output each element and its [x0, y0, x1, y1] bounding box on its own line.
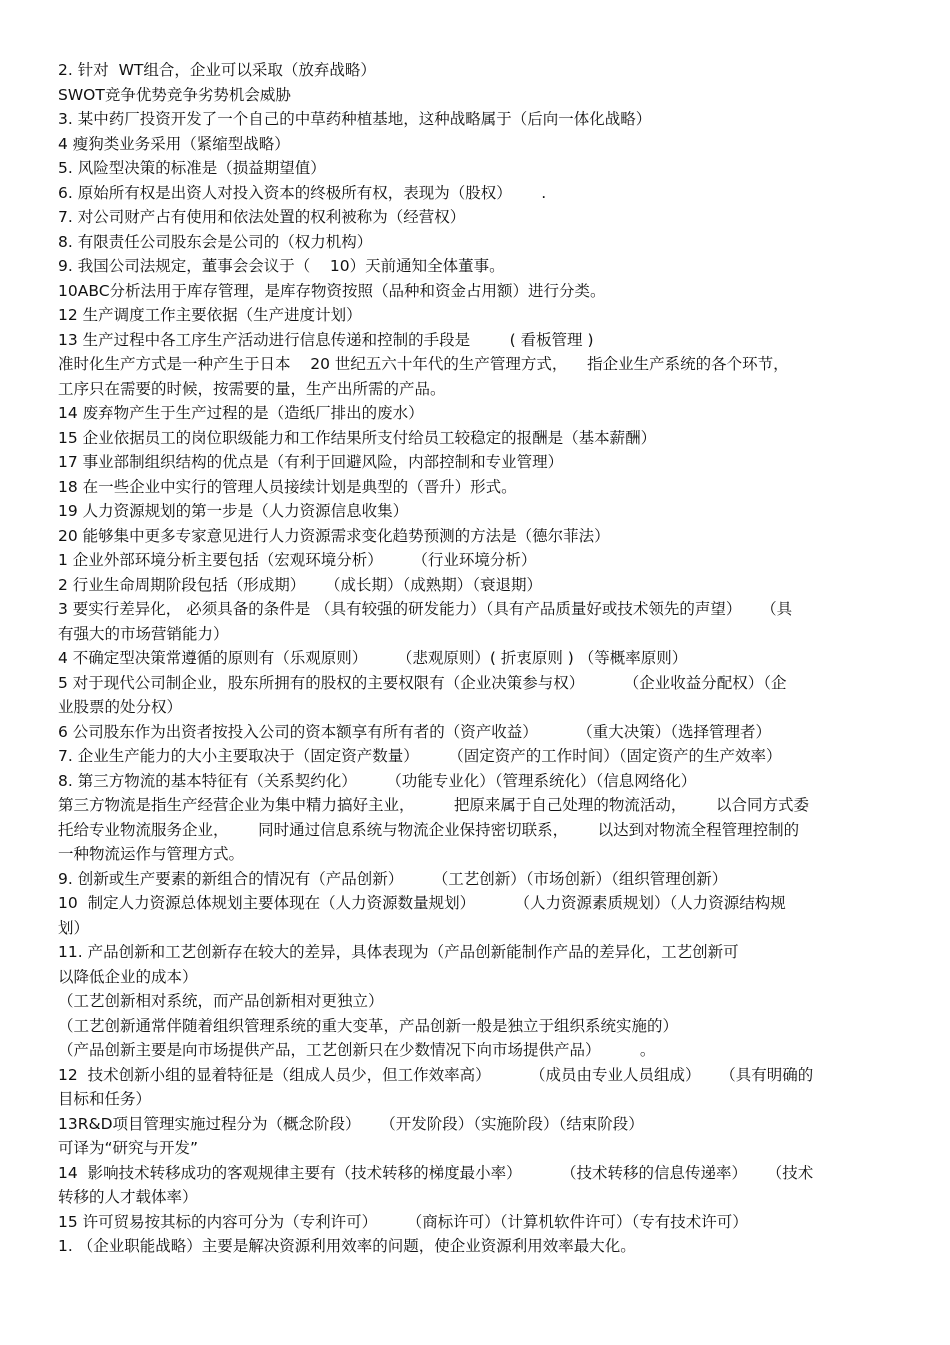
text-line: 8. 第三方物流的基本特征有（关系契约化） （功能专业化）（管理系统化）（信息网络化）: [58, 771, 697, 790]
text-line: 以降低企业的成本）: [58, 967, 198, 986]
text-line: 19 人力资源规划的第一步是（人力资源信息收集）: [58, 502, 409, 520]
text-line: （工艺创新通常伴随着组织管理系统的重大变革，产品创新一般是独立于组织系统实施的）: [58, 1016, 679, 1035]
text-line: 15 企业依据员工的岗位职级能力和工作结果所支付给员工较稳定的报酬是（基本薪酬）: [58, 428, 657, 447]
text-line: 一种物流运作与管理方式。: [58, 845, 245, 863]
text-line: 4 不确定型决策常遵循的原则有（乐观原则） （悲观原则）( 折衷原则 ) （等概率原则）: [58, 649, 688, 667]
text-line: 目标和任务）: [58, 1090, 152, 1108]
text-line: 3 要实行差异化， 必须具备的条件是 （具有较强的研发能力）（具有产品质量好或技术领先的声望） （具: [58, 600, 793, 618]
text-line: 20 能够集中更多专家意见进行人力资源需求变化趋势预测的方法是（德尔菲法）: [58, 526, 610, 545]
text-line: 4 瘦狗类业务采用（紧缩型战略）: [58, 134, 290, 153]
text-line: 18 在一些企业中实行的管理人员接续计划是典型的（晋升）形式。: [58, 477, 517, 496]
text-line: SWOT竞争优势竞争劣势机会威胁: [58, 85, 291, 104]
text-line: 托给专业物流服务企业， 同时通过信息系统与物流企业保持密切联系， 以达到对物流全程管理控制的: [58, 820, 800, 839]
text-line: 5 对于现代公司制企业，股东所拥有的股权的主要权限有（企业决策参与权） （企业收益分配权）（企: [58, 673, 787, 692]
text-line: 9. 创新或生产要素的新组合的情况有（产品创新） （工艺创新）（市场创新）（组织管理创新）: [58, 869, 728, 888]
document-body: [58, 58, 894, 1259]
text-line: 10ABC分析法用于库存管理，是库存物资按照（品种和资金占用额）进行分类。: [58, 281, 606, 300]
text-line: 7. 对公司财产占有使用和依法处置的权利被称为（经营权）: [58, 208, 466, 226]
text-line: 第三方物流是指生产经营企业为集中精力搞好主业， 把原来属于自己处理的物流活动， 以合同方式委: [58, 796, 809, 814]
text-line: 13R&D项目管理实施过程分为（概念阶段） （开发阶段）（实施阶段）（结束阶段）: [58, 1114, 644, 1133]
text-line: 有强大的市场营销能力）: [58, 624, 229, 643]
text-line: 10 制定人力资源总体规划主要体现在（人力资源数量规划） （人力资源素质规划）（人力资源结构规: [58, 894, 786, 912]
text-line: 8. 有限责任公司股东会是公司的（权力机构）: [58, 232, 373, 251]
text-line: 9. 我国公司法规定，董事会会议于（ 10）天前通知全体董事。: [58, 257, 505, 275]
text-line: 17 事业部制组织结构的优点是（有利于回避风险，内部控制和专业管理）: [58, 453, 564, 471]
text-line: 转移的人才载体率）: [58, 1188, 198, 1206]
text-line: 6. 原始所有权是出资人对投入资本的终极所有权，表现为（股权） .: [58, 183, 547, 202]
text-line: 7. 企业生产能力的大小主要取决于（固定资产数量） （固定资产的工作时间）（固定资产的生产效率）: [58, 747, 782, 765]
text-line: 2 行业生命周期阶段包括（形成期） （成长期）（成熟期）（衰退期）: [58, 575, 542, 594]
text-line: （工艺创新相对系统，而产品创新相对更独立）: [58, 992, 384, 1010]
text-line: 14 影响技术转移成功的客观规律主要有（技术转移的梯度最小率） （技术转移的信息传递率） （技术: [58, 1163, 814, 1182]
text-line: 准时化生产方式是一种产生于日本 20 世纪五六十年代的生产管理方式， 指企业生产系统的各个环节，: [58, 355, 789, 373]
text-line: 5. 风险型决策的标准是（损益期望值）: [58, 159, 326, 177]
text-line: 划）: [58, 918, 90, 937]
text-line: 3. 某中药厂投资开发了一个自己的中草药种植基地，这种战略属于（后向一体化战略）: [58, 110, 652, 128]
text-line: 12 生产调度工作主要依据（生产进度计划）: [58, 306, 362, 324]
text-line: 15 许可贸易按其标的内容可分为（专利许可） （商标许可）（计算机软件许可）（专有技术许可）: [58, 1212, 748, 1231]
text-line: 14 废弃物产生于生产过程的是（造纸厂排出的废水）: [58, 404, 424, 422]
text-line: 业股票的处分权）: [58, 698, 183, 716]
text-line: 1 企业外部环境分析主要包括（宏观环境分析） （行业环境分析）: [58, 551, 537, 569]
text-line: 工序只在需要的时候，按需要的量，生产出所需的产品。: [58, 379, 446, 398]
text-line: 13 生产过程中各工序生产活动进行信息传递和控制的手段是 ( 看板管理 ): [58, 330, 594, 349]
text-line: 6 公司股东作为出资者按投入公司的资本额享有所有者的（资产收益） （重大决策）（选择管理者）: [58, 722, 771, 741]
text-line: 2. 针对 WT组合，企业可以采取（放弃战略）: [58, 61, 376, 79]
text-line: 11. 产品创新和工艺创新存在较大的差异，具体表现为（产品创新能制作产品的差异化，工艺创新可: [58, 943, 739, 961]
text-line: 1. （企业职能战略）主要是解决资源利用效率的问题，使企业资源利用效率最大化。: [58, 1237, 636, 1255]
text-line: （产品创新主要是向市场提供产品，工艺创新只在少数情况下向市场提供产品） 。: [58, 1041, 656, 1059]
text-line: 12 技术创新小组的显着特征是（组成人员少，但工作效率高） （成员由专业人员组成） （具有明确的: [58, 1065, 814, 1084]
text-line: 可译为“研究与开发”: [58, 1139, 199, 1157]
